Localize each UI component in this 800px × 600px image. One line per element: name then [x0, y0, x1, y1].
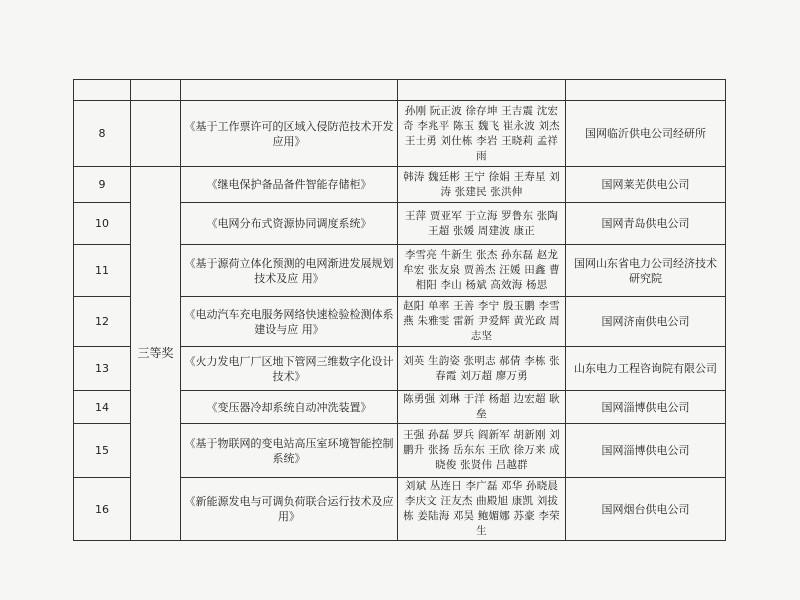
organization: 国网临沂供电公司经研所: [566, 101, 726, 167]
table-cell: [181, 80, 398, 101]
table-cell: [566, 80, 726, 101]
table-cell: [398, 80, 566, 101]
row-number: 16: [74, 478, 131, 541]
organization: 国网山东省电力公司经济技术研究院: [566, 245, 726, 297]
table-cell: [74, 80, 131, 101]
organization: 山东电力工程咨询院有限公司: [566, 347, 726, 391]
team-members: 陈勇强 刘琳 于洋 杨超 边宏超 耿垒: [398, 391, 566, 424]
project-title: 《电网分布式资源协同调度系统》: [181, 203, 398, 245]
row-number: 14: [74, 391, 131, 424]
organization: 国网莱芜供电公司: [566, 167, 726, 203]
organization: 国网青岛供电公司: [566, 203, 726, 245]
team-members: 孙刚 阮正波 徐存坤 王吉震 沈宏奇 李兆平 陈玉 魏飞 崔永波 刘杰 王士勇 刘仕栋 李岩 王晓莉 孟祥雨: [398, 101, 566, 167]
team-members: 刘斌 丛连日 李广磊 邓华 孙晓晨 李庆文 汪友杰 曲殿旭 康凯 刘拔栋 姜陆海 邓昊 鲍媚娜 苏豪 李荣生: [398, 478, 566, 541]
team-members: 王萍 贾亚军 于立海 罗鲁东 张陶 王超 张媛 周建波 康正: [398, 203, 566, 245]
row-number: 10: [74, 203, 131, 245]
grade-cell-empty: [131, 101, 181, 167]
table-row-top-continuation: [74, 80, 726, 101]
table-row: [74, 101, 726, 167]
project-title: 《基于物联网的变电站高压室环境智能控制系统》: [181, 424, 398, 478]
row-number: 15: [74, 424, 131, 478]
team-members: 李雪亮 牛新生 张杰 孙东磊 赵龙 牟宏 张友泉 贾善杰 汪媛 田鑫 曹相阳 李山 杨斌 高效海 杨思: [398, 245, 566, 297]
award-table: [73, 79, 726, 541]
organization: 国网淄博供电公司: [566, 424, 726, 478]
project-title: 《火力发电厂厂区地下管网三维数字化设计技术》: [181, 347, 398, 391]
organization: 国网淄博供电公司: [566, 391, 726, 424]
organization: 国网济南供电公司: [566, 297, 726, 347]
team-members: 王强 孙磊 罗兵 阎新军 胡新刚 刘鹏升 张扬 岳东东 王欣 徐万来 成晓俊 张贤伟 吕越群: [398, 424, 566, 478]
team-members: 韩涛 魏廷彬 王宁 徐娟 王寿星 刘涛 张建民 张洪伸: [398, 167, 566, 203]
project-title: 《变压器冷却系统自动冲洗装置》: [181, 391, 398, 424]
project-title: 《继电保护备品备件智能存储柜》: [181, 167, 398, 203]
row-number: 8: [74, 101, 131, 167]
project-title: 《基于工作票许可的区域入侵防范技术开发应用》: [181, 101, 398, 167]
project-title: 《电动汽车充电服务网络快速检验检测体系建设与应 用》: [181, 297, 398, 347]
table-row: [74, 167, 726, 203]
project-title: 《新能源发电与可调负荷联合运行技术及应用》: [181, 478, 398, 541]
team-members: 赵阳 单率 王善 李宁 殷玉鹏 李雪燕 朱雅雯 雷新 尹爱辉 黄光政 周志坚: [398, 297, 566, 347]
organization: 国网烟台供电公司: [566, 478, 726, 541]
row-number: 13: [74, 347, 131, 391]
team-members: 刘英 生韵姿 张明志 郝倩 李栋 张春霞 刘万超 廖万勇: [398, 347, 566, 391]
project-title: 《基于源荷立体化预测的电网渐进发展规划技术及应 用》: [181, 245, 398, 297]
row-number: 11: [74, 245, 131, 297]
row-number: 12: [74, 297, 131, 347]
award-grade: 三等奖: [131, 167, 181, 541]
table-cell: [131, 80, 181, 101]
row-number: 9: [74, 167, 131, 203]
